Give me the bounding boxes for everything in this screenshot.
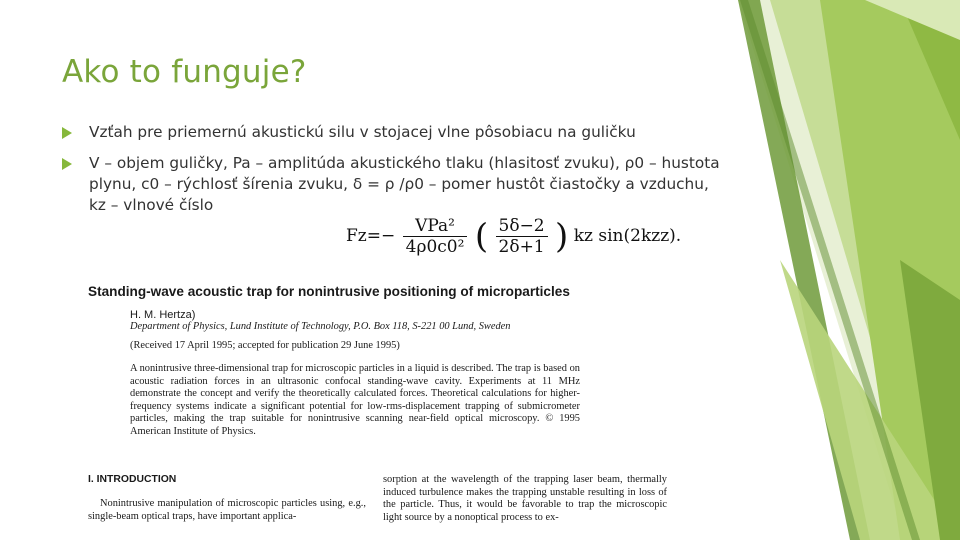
formula-numerator: 5δ−2 (496, 216, 548, 237)
bullet-item (62, 153, 722, 216)
formula-denominator: 4ρ0c0² (405, 237, 465, 257)
paper-received: (Received 17 April 1995; accepted for publication 29 June 1995) (130, 340, 400, 351)
force-formula (346, 216, 681, 257)
paper-excerpt (88, 284, 668, 523)
bullet-list (62, 122, 722, 226)
formula-denominator: 2δ+1 (498, 237, 545, 257)
paper-title: Standing-wave acoustic trap for nonintrusive positioning of microparticles (88, 284, 570, 299)
paper-intro-column-1: Nonintrusive manipulation of microscopic particles using, e.g., single-beam optical traps, have important applica- (88, 498, 366, 522)
formula-rhs: kz sin(2kzz). (573, 226, 682, 246)
formula-fraction-2 (496, 216, 548, 257)
slide-title: Ako to funguje? (62, 54, 307, 90)
formula-lhs: Fz=− (346, 226, 396, 246)
triangle-bullet-icon (62, 158, 72, 170)
formula-paren-open: ( (474, 216, 489, 257)
triangle-bullet-icon (62, 127, 72, 139)
paper-author: H. M. Hertza) (130, 309, 196, 321)
paper-affiliation: Department of Physics, Lund Institute of Technology, P.O. Box 118, S-221 00 Lund, Sweden (130, 321, 511, 332)
paper-abstract: A nonintrusive three-dimensional trap for microscopic particles in a liquid is described. The trap is based on acoustic radiation forces in an ultrasonic confocal standing-wave cavity. Experiments at 11 MHz demonstrate the concept and verify the theoretically calculated forces. Theoretical calculations for higher-frequency systems indicate a significant potential for low-rms-displacement trapping of submicrometer particles, making the trap suitable for nonintrusive scanning near-field optical microscopy. © 1995 American Institute of Physics. (130, 363, 580, 437)
paper-intro-heading: I. INTRODUCTION (88, 474, 177, 485)
formula-fraction-1 (403, 216, 468, 257)
bullet-item (62, 122, 722, 143)
formula-paren-close: ) (555, 216, 569, 257)
bullet-text: V – objem guličky, Pa – amplitúda akustického tlaku (hlasitosť zvuku), ρ0 – hustota plynu, c0 – rýchlosť šírenia zvuku, δ = ρ /ρ0 – pomer hustôt čiastočky a vzduchu, kz – vlnové číslo (89, 154, 720, 214)
paper-intro-column-2: sorption at the wavelength of the trapping laser beam, thermally induced turbulence makes the trapping unstable resulting in loss of the particle. Thus, it would be favorable to trap the microscopic light source by a nonoptical process to ex- (383, 474, 667, 523)
bullet-text: Vzťah pre priemernú akustickú silu v stojacej vlne pôsobiacu na guličku (89, 123, 636, 141)
formula-numerator: VPa² (403, 216, 468, 237)
